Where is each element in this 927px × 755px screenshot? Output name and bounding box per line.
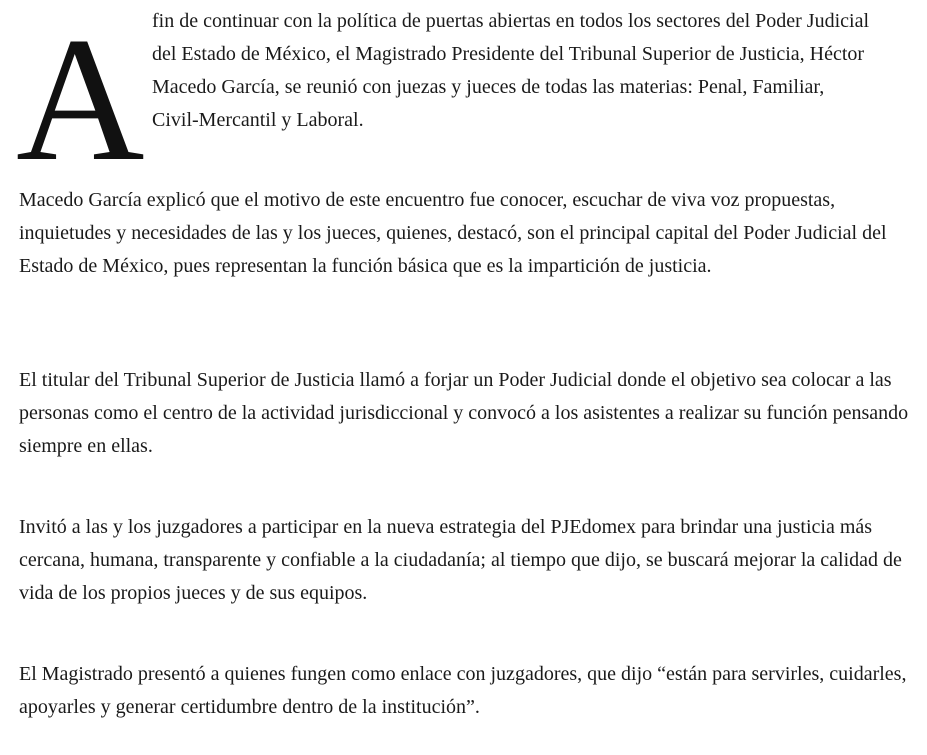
paragraph-4: El Magistrado presentó a quienes fungen como enlace con juzgadores, que dijo “están para servirles, cuidarles, apoyarles y generar certidumbre dentro de la institución”. [19,663,907,718]
lead-paragraph [16,0,914,198]
paragraph-2: El titular del Tribunal Superior de Justicia llamó a forjar un Poder Judicial donde el objetivo sea colocar a las personas como el centro de la actividad jurisdiccional y convocó a los asistentes a realizar su función pensando siempre en ellas. [19,369,909,457]
lead-text: fin de continuar con la política de puertas abiertas en todos los sectores del Poder Judicial del Estado de México, el Magistrado Presidente del Tribunal Superior de Justicia, Héctor Macedo García, se reunió con juezas y jueces de todas las materias: Penal, Familiar, Civil-Mercantil y Laboral. [152,10,870,131]
paragraph-1: Macedo García explicó que el motivo de este encuentro fue conocer, escuchar de viva voz propuestas, inquietudes y necesidades de las y los jueces, quienes, destacó, son el principal capital del Poder Judicial del Estado de México, pues representan la función básica que es la impartición de justicia. [19,189,887,277]
drop-cap: A [16,0,145,198]
paragraph-3: Invitó a las y los juzgadores a participar en la nueva estrategia del PJEdomex para brindar una justicia más cercana, humana, transparente y confiable a la ciudadanía; al tiempo que dijo, se buscará mejorar la calidad de vida de los propios jueces y de sus equipos. [19,516,902,604]
article-body [16,0,914,718]
